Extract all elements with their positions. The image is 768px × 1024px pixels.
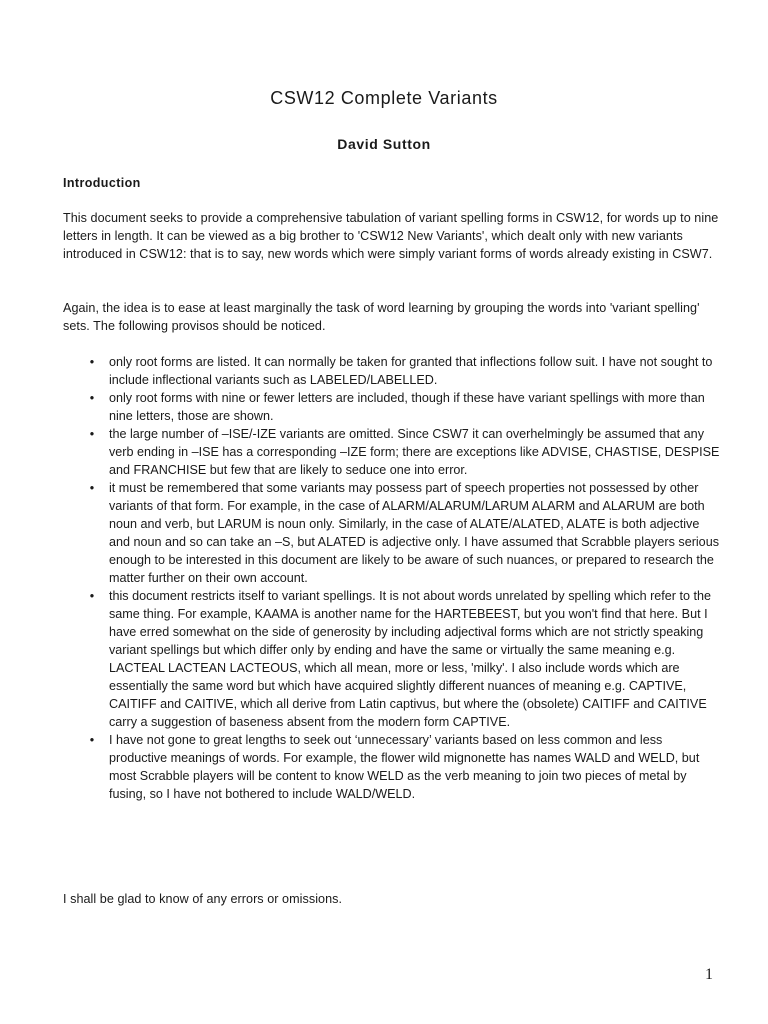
bullet-icon: • (89, 427, 95, 441)
list-item (63, 587, 723, 731)
bullet-icon: • (89, 481, 95, 495)
document-title: CSW12 Complete Variants (270, 88, 498, 108)
list-item (63, 353, 723, 389)
section-heading: Introduction (63, 176, 141, 190)
page-number: 1 (705, 966, 713, 983)
intro-paragraph-2: Again, the idea is to ease at least marginally the task of word learning by grouping the words into 'variant spelling' sets. The following provisos should be noticed. (63, 301, 700, 333)
provisos-list (63, 353, 723, 803)
bullet-icon: • (89, 733, 95, 747)
list-item-text: only root forms with nine or fewer letters are included, though if these have variant spellings with more than nine letters, those are shown. (109, 391, 705, 423)
bullet-icon: • (89, 589, 95, 603)
bullet-icon: • (89, 355, 95, 369)
intro-paragraph-1: This document seeks to provide a comprehensive tabulation of variant spelling forms in CSW12, for words up to nine letters in length. It can be viewed as a big brother to 'CSW12 New Variants', which dealt only with new variants introduced in CSW12: that is to say, new words which were simply variant forms of words already existing in CSW7. (63, 211, 719, 261)
closing-paragraph: I shall be glad to know of any errors or omissions. (63, 892, 343, 906)
list-item (63, 479, 723, 587)
list-item-text: I have not gone to great lengths to seek out ‘unnecessary’ variants based on less common and less productive meanings of words. For example, the flower wild mignonette has names WALD and WELD, but most Scrabble players will be content to know WELD as the verb meaning to join two pieces of metal by fusing, so I have not bothered to include WALD/WELD. (109, 733, 700, 801)
list-item-text: this document restricts itself to variant spellings. It is not about words unrelated by spelling which refer to the same thing. For example, KAAMA is another name for the HARTEBEEST, but you won't find that here. But I have erred somewhat on the side of generosity by including adjectival forms which are not strictly speaking variant spellings but which differ only by ending and have the same or virtually the same meaning e.g. LACTEAL LACTEAN LACTEOUS, which all mean, more or less, 'milky'. I also include words which are essentially the same word but which have acquired slightly different nuances of meaning e.g. CAPTIVE, CAITIFF and CAITIVE, which all derive from Latin captivus, but where the (obsolete) CAITIFF and CAITIVE carry a suggestion of baseness absent from the modern form CAPTIVE. (109, 589, 711, 729)
list-item-text: it must be remembered that some variants may possess part of speech properties not possessed by other variants of that form. For example, in the case of ALARM/ALARUM/LARUM ALARM and ALARUM are both noun and verb, but LARUM is noun only. Similarly, in the case of ALATE/ALATED, ALATE is both adjective and noun and so can take an –S, but ALATED is adjective only. I have assumed that Scrabble players serious enough to be interested in this document are likely to be aware of such nuances, or prepared to research the matter further on their own account. (109, 481, 719, 585)
bullet-icon: • (89, 391, 95, 405)
list-item (63, 425, 723, 479)
list-item (63, 389, 723, 425)
author-name: David Sutton (337, 136, 431, 152)
list-item-text: only root forms are listed. It can normally be taken for granted that inflections follow suit. I have not sought to include inflectional variants such as LABELED/LABELLED. (109, 355, 713, 387)
list-item (63, 731, 723, 803)
list-item-text: the large number of –ISE/-IZE variants are omitted. Since CSW7 it can overhelmingly be assumed that any verb ending in –ISE has a corresponding –IZE form; there are exceptions like ADVISE, CHASTISE, DESPISE and FRANCHISE but few that are likely to seduce one into error. (109, 427, 720, 477)
